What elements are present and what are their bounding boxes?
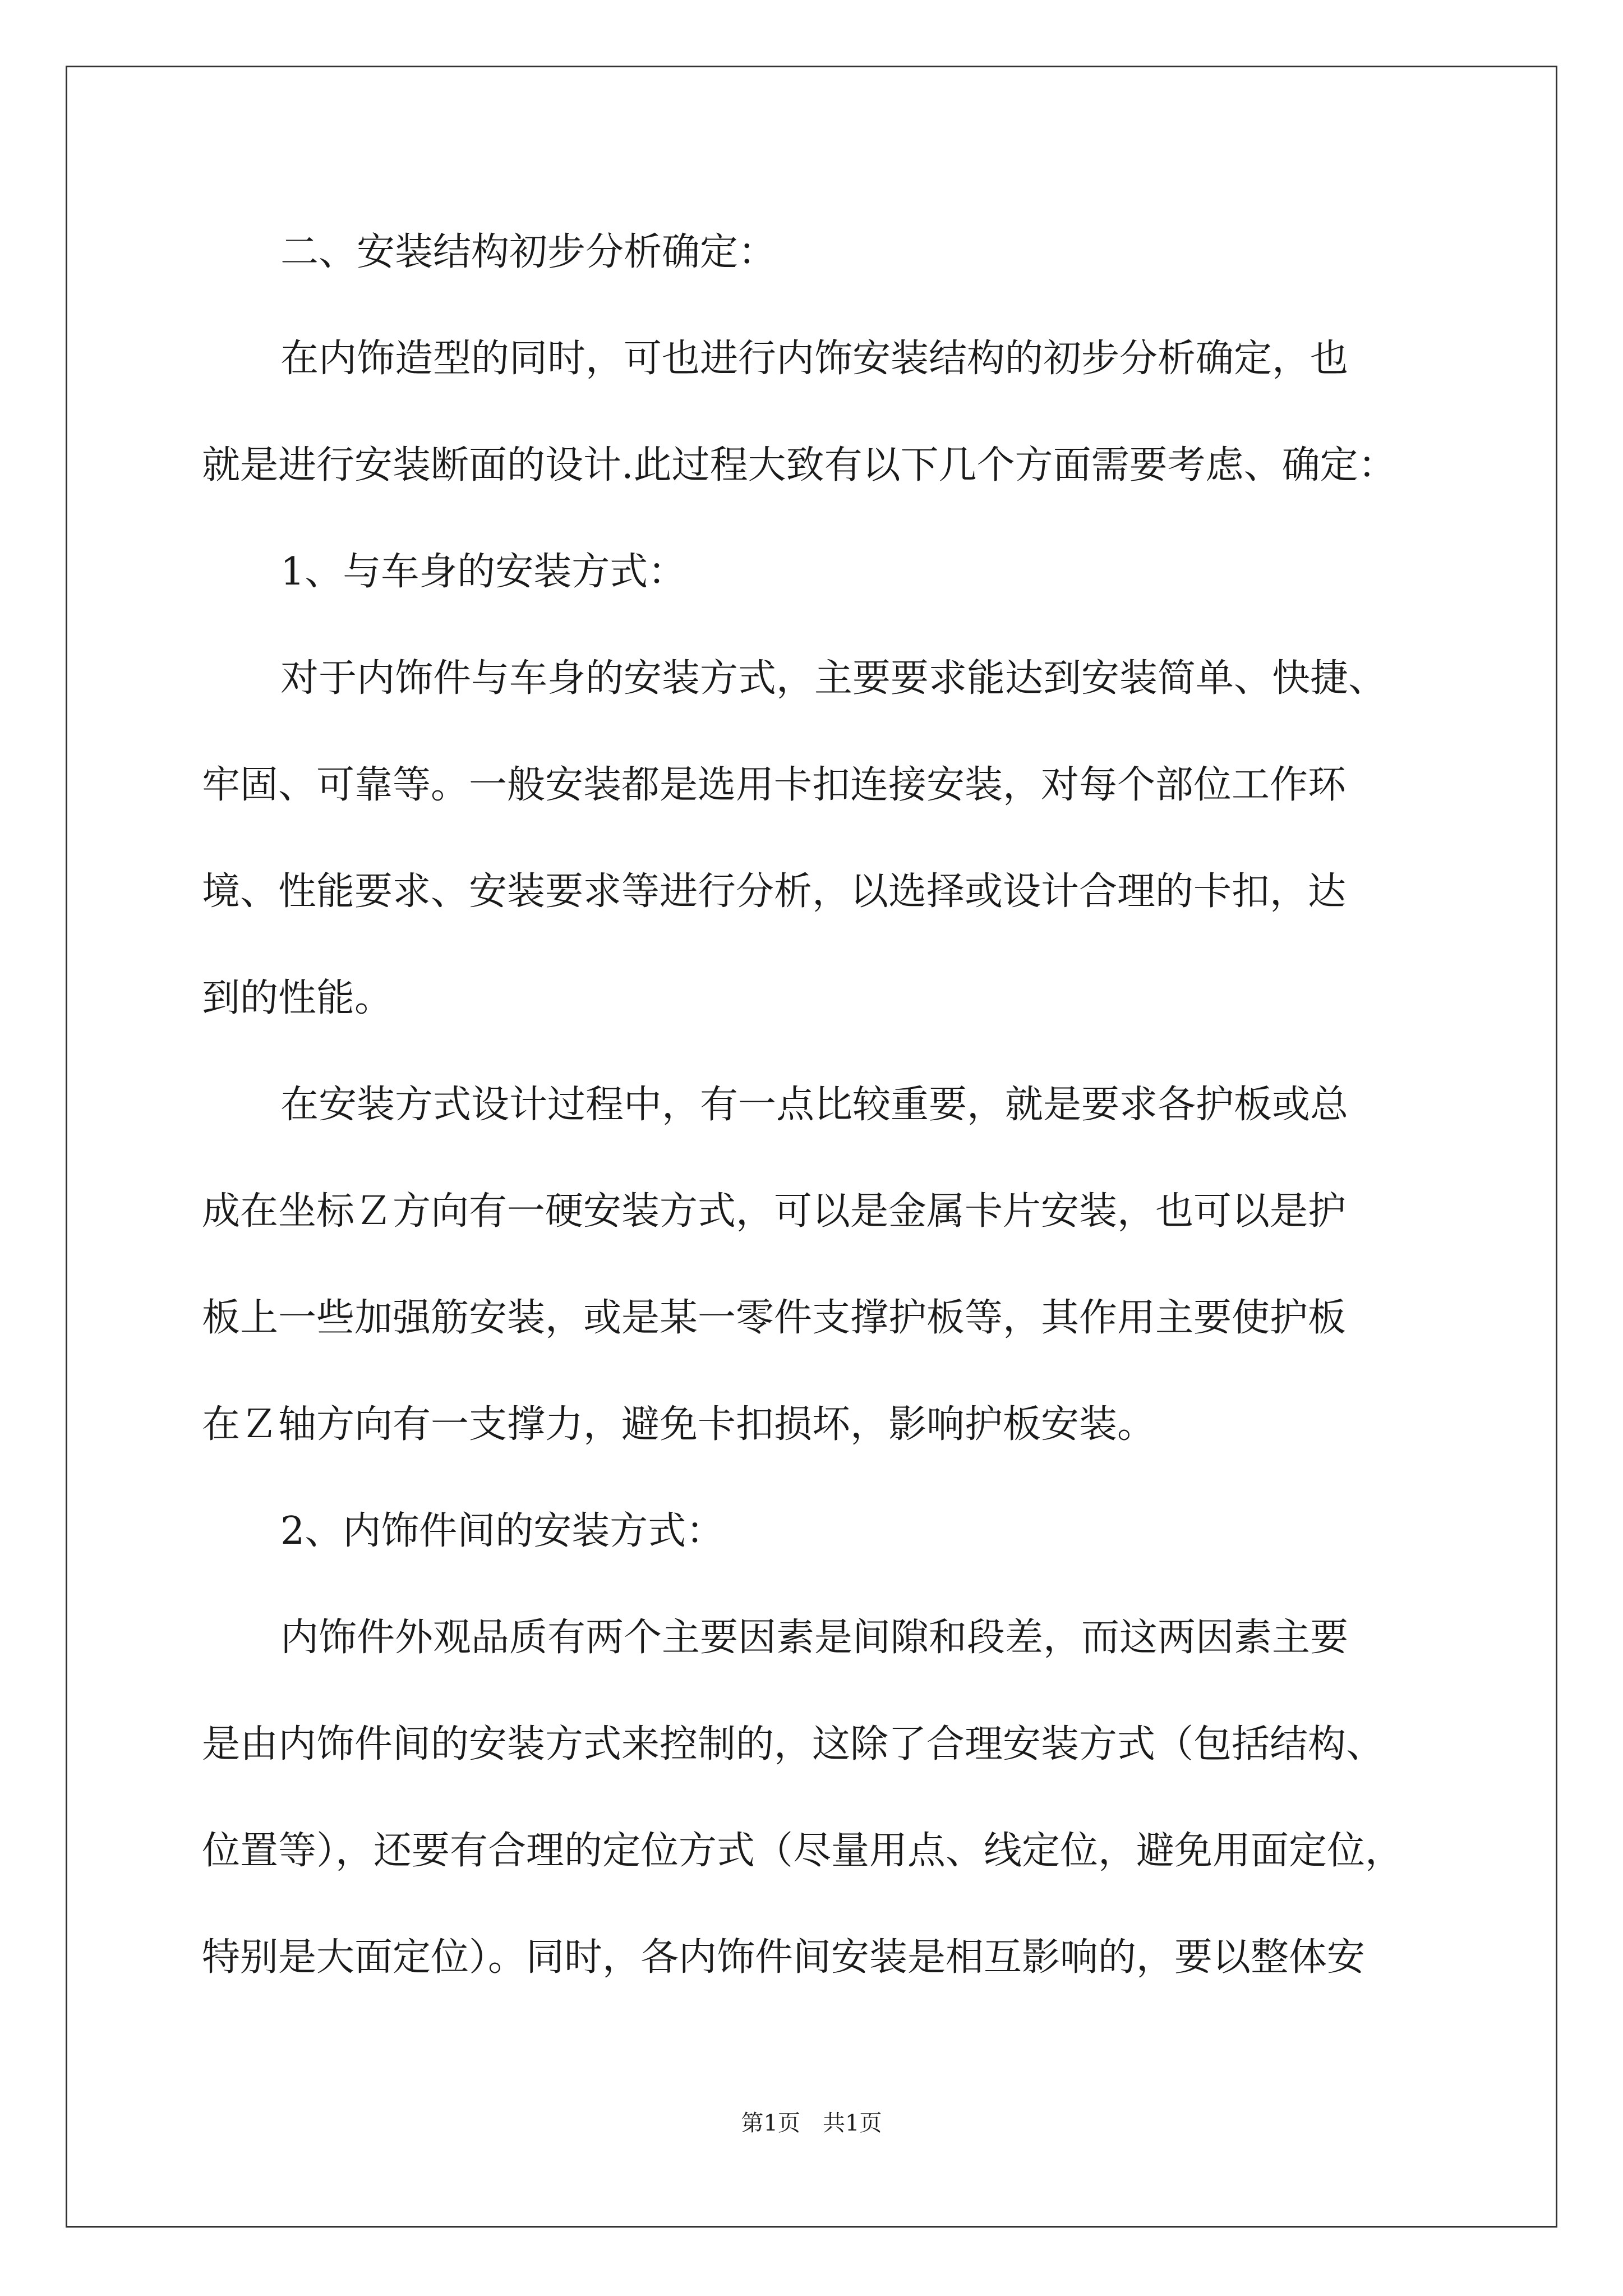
paragraph-line: 在内饰造型的同时，可也进行内饰安装结构的初步分析确定，也 bbox=[280, 337, 1349, 381]
paragraph-line: 在安装方式设计过程中，有一点比较重要，就是要求各护板或总 bbox=[280, 1083, 1349, 1127]
paragraph-line: 就是进行安装断面的设计.此过程大致有以下几个方面需要考虑、确定： bbox=[202, 443, 1396, 487]
paragraph-line: 牢固、可靠等。一般安装都是选用卡扣连接安装，对每个部位工作环 bbox=[202, 763, 1347, 807]
page-border bbox=[66, 66, 1557, 2228]
page-footer: 第1页 共1页 bbox=[741, 2110, 882, 2136]
paragraph-line: 内饰件外观品质有两个主要因素是间隙和段差，而这两因素主要 bbox=[280, 1616, 1349, 1660]
paragraph-line: 成在坐标Ｚ方向有一硬安装方式，可以是金属卡片安装，也可以是护 bbox=[202, 1189, 1347, 1234]
subheading-body-installation: 1、与车身的安装方式： bbox=[280, 550, 686, 594]
paragraph-line: 特别是大面定位）。同时，各内饰件间安装是相互影响的，要以整体安 bbox=[202, 1935, 1366, 1980]
subheading-interior-installation: 2、内饰件间的安装方式： bbox=[280, 1509, 725, 1553]
paragraph-line: 板上一些加强筋安装，或是某一零件支撑护板等，其作用主要使护板 bbox=[202, 1296, 1347, 1340]
paragraph-line: 到的性能。 bbox=[202, 976, 393, 1020]
paragraph-line: 对于内饰件与车身的安装方式，主要要求能达到安装简单、快捷、 bbox=[280, 656, 1387, 701]
heading-installation-structure: 二、安装结构初步分析确定： bbox=[280, 230, 777, 274]
paragraph-line: 在Ｚ轴方向有一支撑力，避免卡扣损坏，影响护板安装。 bbox=[202, 1402, 1156, 1447]
paragraph-line: 位置等），还要有合理的定位方式（尽量用点、线定位，避免用面定位， bbox=[202, 1829, 1404, 1873]
paragraph-line: 是由内饰件间的安装方式来控制的，这除了合理安装方式（包括结构、 bbox=[202, 1722, 1385, 1766]
paragraph-line: 境、性能要求、安装要求等进行分析，以选择或设计合理的卡扣，达 bbox=[202, 869, 1347, 914]
